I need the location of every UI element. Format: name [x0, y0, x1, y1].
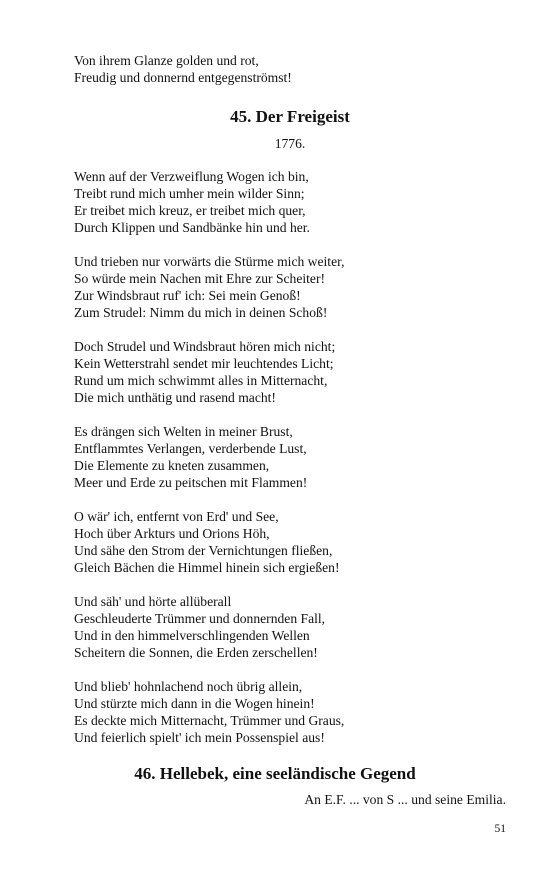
- verse-line: Meer und Erde zu peitschen mit Flammen!: [74, 475, 308, 490]
- poem-title: 46. Hellebek, eine seeländische Gegend: [134, 764, 416, 783]
- verse-line: Geschleuderte Trümmer und donnernden Fall,: [74, 611, 326, 626]
- verse-line: So würde mein Nachen mit Ehre zur Scheiter!: [74, 271, 326, 286]
- verse-line: Rund um mich schwimmt alles in Mitternacht,: [74, 373, 328, 388]
- verse-line: Gleich Bächen die Himmel hinein sich ergießen!: [74, 560, 340, 575]
- verse-line: Zum Strudel: Nimm du mich in deinen Schoß!: [74, 305, 328, 320]
- verse-line: Und feierlich spielt' ich mein Possenspiel aus!: [74, 730, 325, 745]
- verse-line: Und stürzte mich dann in die Wogen hinein!: [74, 696, 315, 711]
- verse-line: Und säh' und hörte allüberall: [74, 594, 232, 609]
- page-number: 51: [494, 823, 506, 835]
- verse-line: Wenn auf der Verzweiflung Wogen ich bin,: [74, 169, 309, 184]
- verse-line: Freudig und donnernd entgegenströmst!: [74, 70, 292, 85]
- verse-line: Es drängen sich Welten in meiner Brust,: [74, 424, 293, 439]
- verse-line: Und trieben nur vorwärts die Stürme mich weiter,: [74, 254, 345, 269]
- verse-line: Zur Windsbraut ruf' ich: Sei mein Genoß!: [74, 288, 301, 303]
- verse-line: Und in den himmelverschlingenden Wellen: [74, 628, 310, 643]
- verse-line: Und sähe den Strom der Vernichtungen fließen,: [74, 543, 333, 558]
- stanza: [74, 593, 514, 661]
- stanza: [74, 423, 514, 491]
- poem-year: 1776.: [274, 136, 306, 151]
- verse-line: Und blieb' hohnlachend noch übrig allein,: [74, 679, 303, 694]
- stanza: [74, 678, 514, 746]
- verse-line: Kein Wetterstrahl sendet mir leuchtendes Licht;: [74, 356, 334, 371]
- verse-line: Doch Strudel und Windsbraut hören mich nicht;: [74, 339, 336, 354]
- stanza: [74, 253, 514, 321]
- verse-line: Entflammtes Verlangen, verderbende Lust,: [74, 441, 307, 456]
- verse-line: Hoch über Arkturs und Orions Höh,: [74, 526, 270, 541]
- poem-body: [74, 168, 514, 763]
- verse-line: Durch Klippen und Sandbänke hin und her.: [74, 220, 310, 235]
- verse-line: Scheitern die Sonnen, die Erden zerschellen!: [74, 645, 318, 660]
- stanza: [74, 338, 514, 406]
- stanza: [74, 168, 514, 236]
- verse-line: O wär' ich, entfernt von Erd' und See,: [74, 509, 279, 524]
- stanza: [74, 508, 514, 576]
- poem-title: 45. Der Freigeist: [230, 107, 350, 126]
- verse-line: Von ihrem Glanze golden und rot,: [74, 53, 259, 68]
- verse-line: Treibt rund mich umher mein wilder Sinn;: [74, 186, 305, 201]
- opening-lines: [74, 52, 514, 86]
- verse-line: Die Elemente zu kneten zusammen,: [74, 458, 270, 473]
- poem-dedication: An E.F. ... von S ... und seine Emilia.: [304, 792, 506, 807]
- verse-line: Er treibet mich kreuz, er treibet mich quer,: [74, 203, 306, 218]
- verse-line: Es deckte mich Mitternacht, Trümmer und Graus,: [74, 713, 345, 728]
- verse-line: Die mich unthätig und rasend macht!: [74, 390, 276, 405]
